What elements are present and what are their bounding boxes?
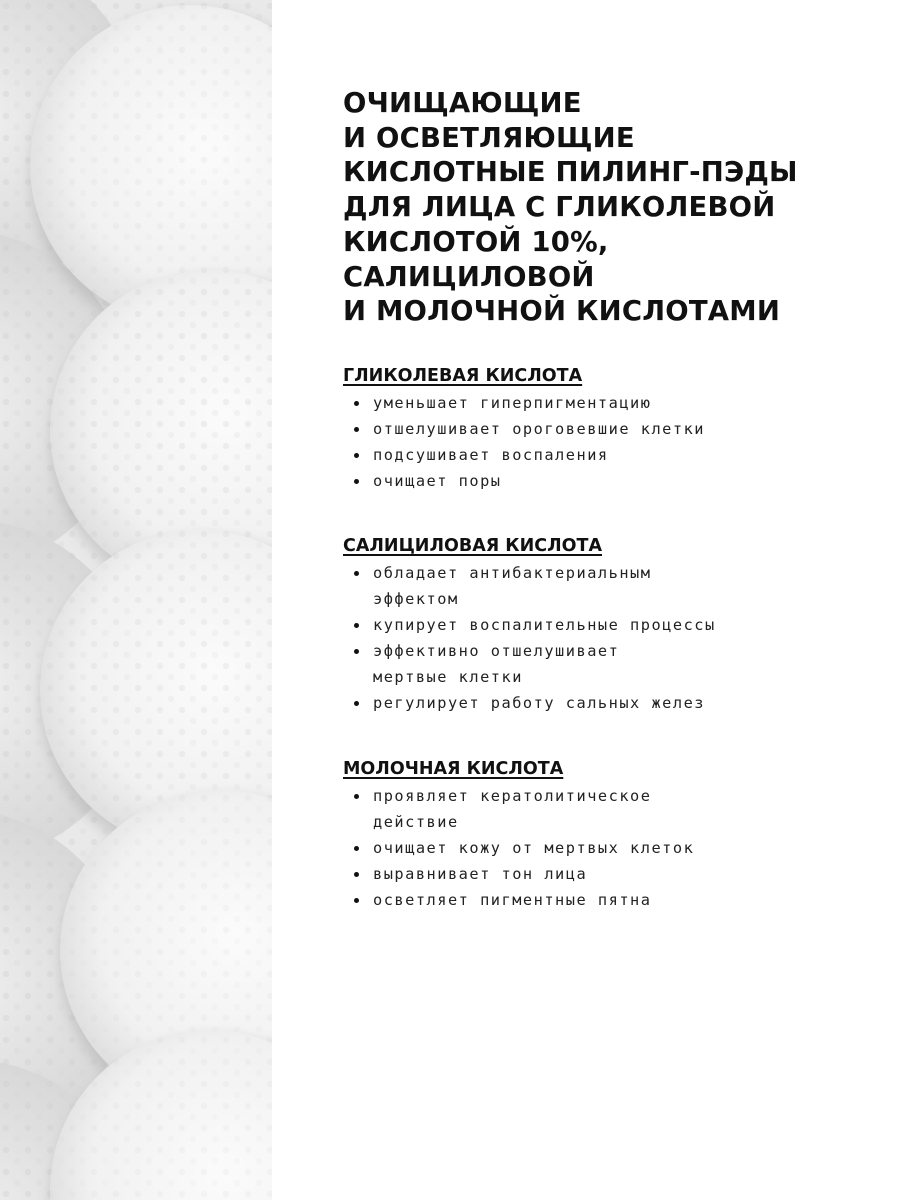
list-item: уменьшает гиперпигментацию (343, 390, 863, 416)
bullet-icon (354, 794, 359, 799)
title-line: КИСЛОТОЙ 10%, (343, 225, 609, 258)
benefit-list (343, 783, 863, 913)
title-line: ОЧИЩАЮЩИЕ (343, 87, 582, 119)
bullet-icon (354, 701, 359, 706)
list-item: проявляет кератолитическое действие (343, 783, 863, 835)
bullet-icon (354, 453, 359, 458)
title-line: И ОСВЕТЛЯЮЩИЕ (343, 121, 635, 154)
title-line: ДЛЯ ЛИЦА С ГЛИКОЛЕВОЙ (343, 191, 776, 224)
bullet-icon (354, 479, 359, 484)
bullet-icon (354, 872, 359, 877)
list-item: очищает кожу от мертвых клеток (343, 835, 863, 861)
section-lactic-acid (343, 757, 863, 913)
section-heading: ГЛИКОЛЕВАЯ КИСЛОТА (343, 366, 583, 386)
list-item: отшелушивает ороговевшие клетки (343, 416, 863, 442)
bullet-icon (354, 623, 359, 628)
bullet-icon (354, 571, 359, 576)
cotton-pads-photo (0, 0, 272, 1200)
title-line: И МОЛОЧНОЙ КИСЛОТАМИ (343, 295, 781, 328)
title-line: САЛИЦИЛОВОЙ (343, 260, 595, 293)
list-item: выравнивает тон лица (343, 861, 863, 887)
list-item: подсушивает воспаления (343, 442, 863, 468)
list-item: осветляет пигментные пятна (343, 887, 863, 913)
bullet-icon (354, 401, 359, 406)
list-item: купирует воспалительные процессы (343, 612, 863, 638)
benefit-list (343, 560, 863, 716)
product-title (343, 86, 863, 329)
list-item: регулирует работу сальных желез (343, 690, 863, 716)
list-item: очищает поры (343, 468, 863, 494)
section-heading: САЛИЦИЛОВАЯ КИСЛОТА (343, 536, 602, 556)
product-description (343, 86, 863, 909)
bullet-icon (354, 649, 359, 654)
benefit-list (343, 390, 863, 494)
title-line: КИСЛОТНЫЕ ПИЛИНГ-ПЭДЫ (343, 156, 798, 189)
section-heading: МОЛОЧНАЯ КИСЛОТА (343, 759, 564, 779)
bullet-icon (354, 898, 359, 903)
bullet-icon (354, 427, 359, 432)
section-glycolic-acid (343, 364, 863, 494)
section-salicylic-acid (343, 534, 863, 716)
bullet-icon (354, 846, 359, 851)
list-item: обладает антибактериальным эффектом (343, 560, 863, 612)
list-item: эффективно отшелушивает мертвые клетки (343, 638, 863, 690)
